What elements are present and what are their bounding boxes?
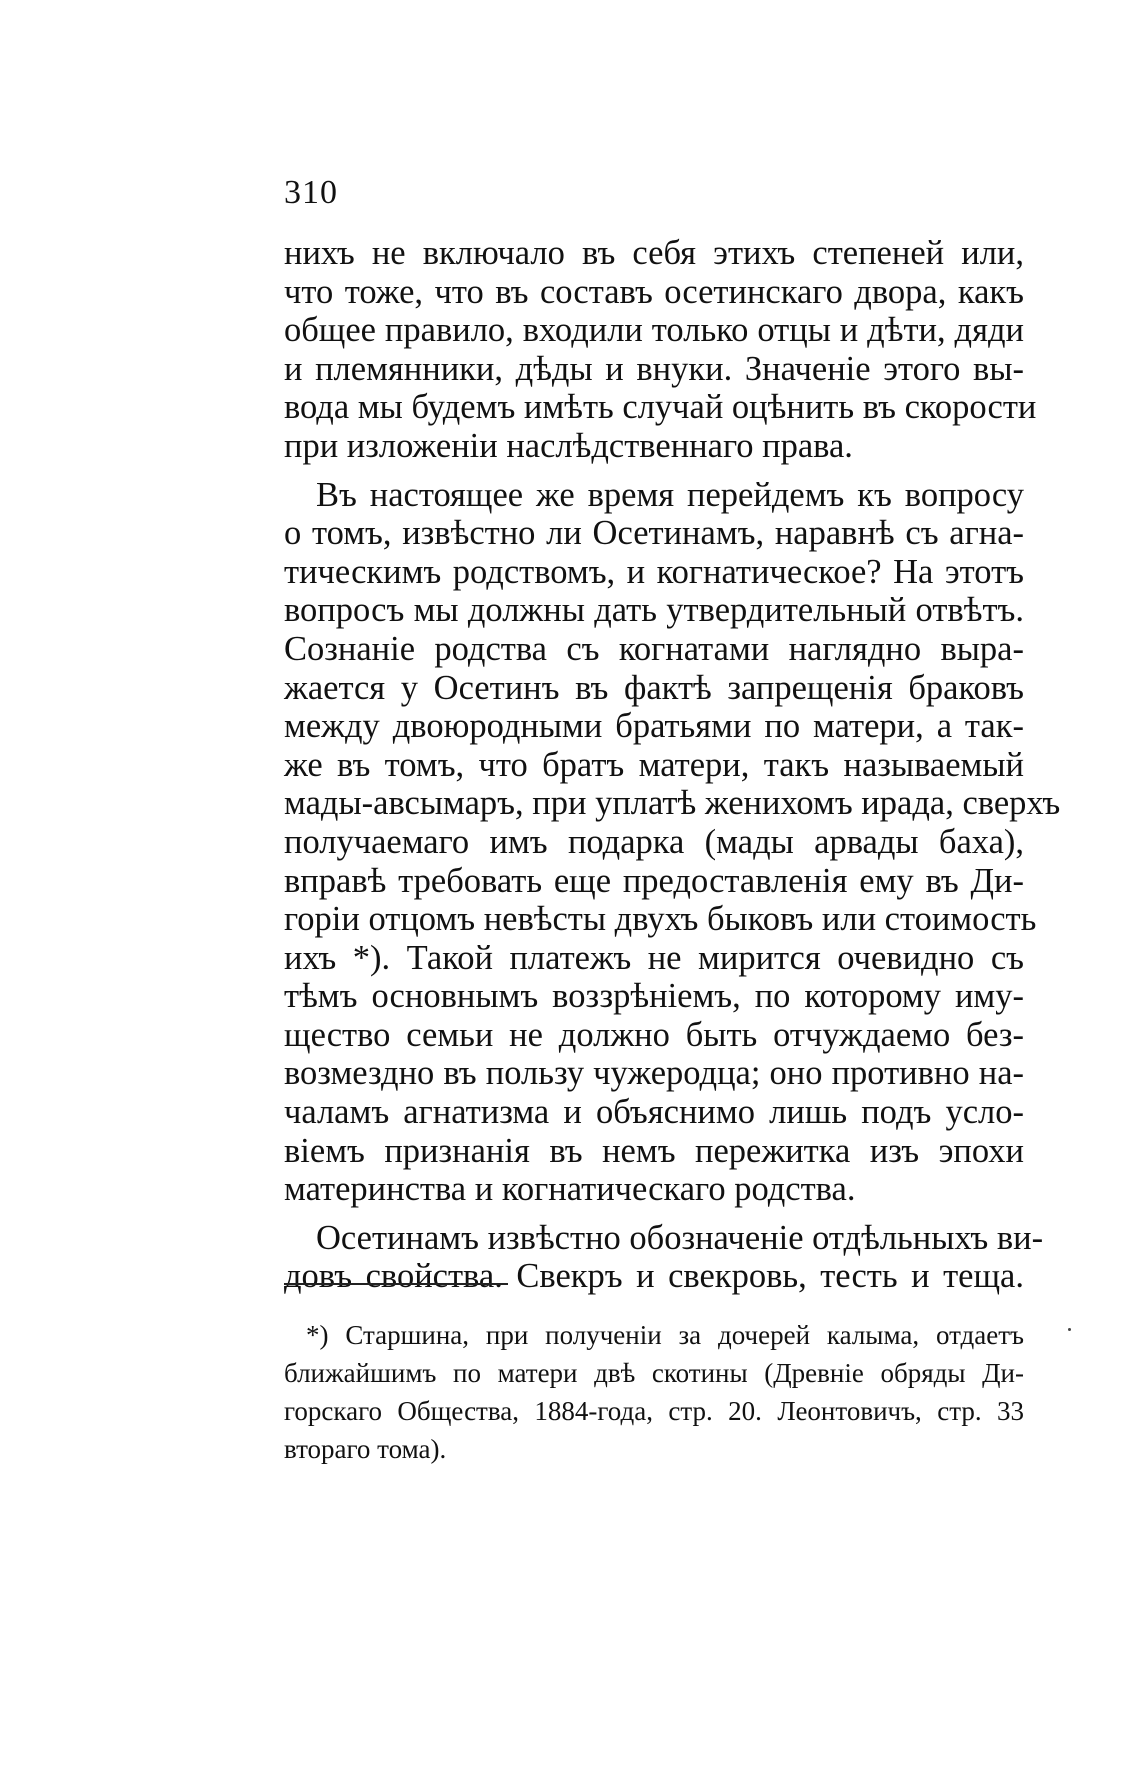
footnote-line: ближайшимъ по матери двѣ скотины (Древнiе обряды Ди-: [284, 1358, 1024, 1388]
text-line: Въ настоящее же время перейдемъ къ вопросу: [316, 475, 1024, 514]
text-line: общее правило, входили только отцы и дѣти, дяди: [284, 311, 1024, 350]
footnote-line: горскаго Общества, 1884-года, стр. 20. Леонтовичъ, стр. 33: [284, 1396, 1024, 1426]
main-text: [284, 234, 1061, 1296]
paragraph-gap: [284, 1209, 1024, 1219]
text-line: тическимъ родствомъ, и когнатическое? На этотъ: [284, 552, 1024, 591]
text-line: вправѣ требовать еще предоставленiя ему въ Ди-: [284, 861, 1024, 900]
text-line: довъ свойства. Свекръ и свекровь, тесть и теща.: [284, 1257, 1024, 1296]
paragraph-2: [284, 475, 1061, 1209]
text-line: получаемаго имъ подарка (мады арвады баха),: [284, 822, 1024, 861]
text-line: горiи отцомъ невѣсты двухъ быковъ или стоимость: [284, 900, 1037, 939]
print-speck: [1068, 1328, 1071, 1331]
text-line: вiемъ признанiя въ немъ пережитка изъ эпохи: [284, 1131, 1024, 1170]
text-line: вопросъ мы должны дать утвердительный отвѣтъ.: [284, 591, 1024, 630]
footnote-line: втораго тома).: [284, 1434, 447, 1464]
paragraph-1: [284, 234, 1037, 466]
footnote-divider: [284, 1283, 508, 1285]
text-line: и племянники, дѣды и внуки. Значенiе этого вы-: [284, 349, 1024, 388]
text-line: о томъ, извѣстно ли Осетинамъ, наравнѣ съ агна-: [284, 514, 1024, 553]
text-line: щество семьи не должно быть отчуждаемо без-: [284, 1015, 1024, 1054]
text-line: ихъ *). Такой платежъ не мирится очевидно съ: [284, 938, 1024, 977]
text-line: Осетинамъ извѣстно обозначенiе отдѣльныхъ ви-: [316, 1218, 1044, 1257]
text-line: мады-авсымаръ, при уплатѣ женихомъ ирада, сверхъ: [284, 784, 1061, 823]
text-line: при изложенiи наслѣдственнаго права.: [284, 426, 853, 465]
text-line: нихъ не включало въ себя этихъ степеней или,: [284, 234, 1024, 272]
text-line: Сознанiе родства съ когнатами наглядно выра-: [284, 629, 1024, 668]
text-line: возмездно въ пользу чужеродца; оно противно на-: [284, 1054, 1024, 1093]
footnote: [284, 1316, 1024, 1468]
text-line: жается у Осетинъ въ фактѣ запрещенiя браковъ: [284, 668, 1024, 707]
paragraph-gap: [284, 466, 1024, 476]
text-line: между двоюродными братьями по матери, а так-: [284, 707, 1024, 746]
text-line: вода мы будемъ имѣть случай оцѣнить въ скорости: [284, 388, 1037, 427]
page-number: 310: [284, 174, 338, 211]
text-line: материнства и когнатическаго родства.: [284, 1170, 856, 1209]
text-line: чаламъ агнатизма и объяснимо лишь подъ усло-: [284, 1093, 1024, 1132]
footnote-line: *) Старшина, при полученiи за дочерей калыма, отдаетъ: [306, 1320, 1024, 1350]
text-line: что тоже, что въ составъ осетинскаго двора, какъ: [284, 272, 1024, 311]
text-line: же въ томъ, что братъ матери, такъ называемый: [284, 745, 1024, 784]
text-line: тѣмъ основнымъ воззрѣнiемъ, по которому иму-: [284, 977, 1024, 1016]
